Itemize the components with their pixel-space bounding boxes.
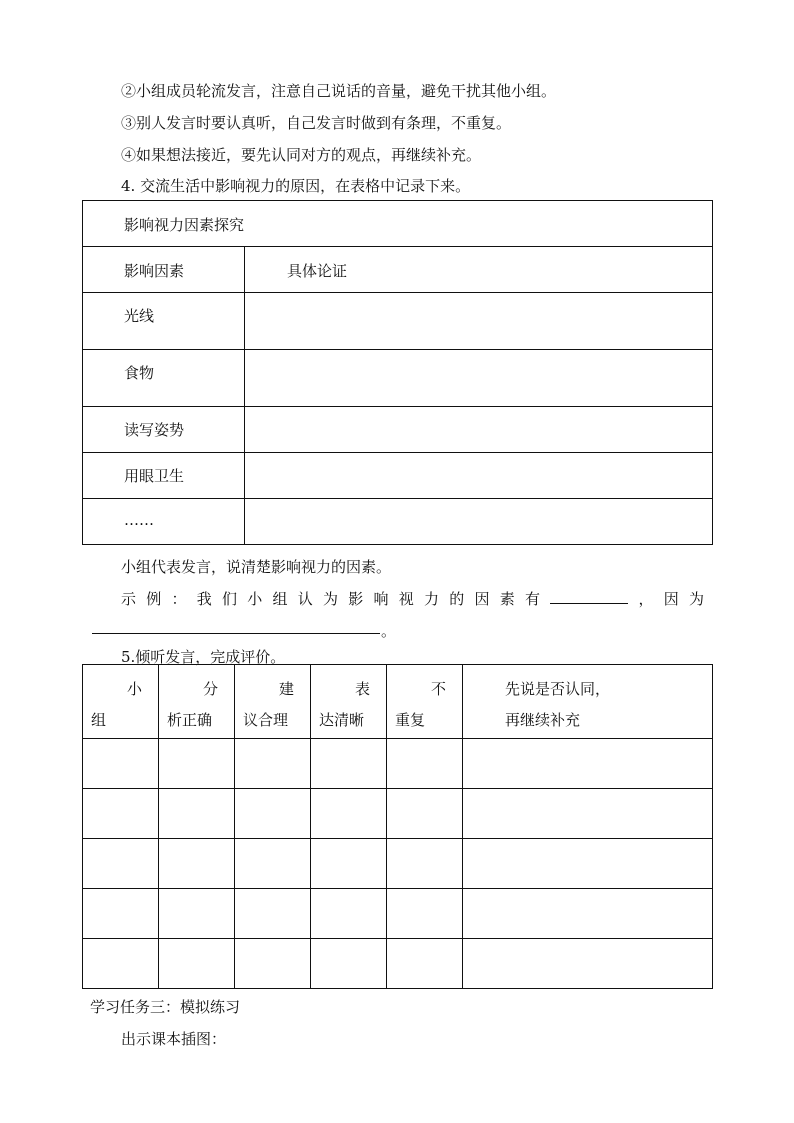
example-char: 例 <box>146 590 162 608</box>
input-cell[interactable] <box>235 939 311 989</box>
header-top: 表 <box>354 680 370 698</box>
example-char: 示 <box>121 590 137 608</box>
input-cell[interactable] <box>159 789 235 839</box>
rule-4: ④如果想法接近，要先认同对方的观点，再继续补充。 <box>121 146 482 164</box>
evidence-input-cell[interactable] <box>245 350 713 407</box>
table-row <box>83 889 713 939</box>
header-bottom: 议合理 <box>243 711 289 729</box>
header-top: 先说是否认同， <box>505 680 611 698</box>
input-cell[interactable] <box>463 739 713 789</box>
show-illustration-text: 出示课本插图： <box>121 1030 227 1048</box>
input-cell[interactable] <box>311 739 387 789</box>
factor-cell <box>83 453 245 499</box>
input-cell[interactable] <box>159 889 235 939</box>
example-char: 我 <box>196 590 212 608</box>
factor-label: …… <box>124 511 154 529</box>
input-cell[interactable] <box>463 839 713 889</box>
example-char: 为 <box>688 590 704 608</box>
rule-2: ②小组成员轮流发言，注意自己说话的音量，避免干扰其他小组。 <box>121 82 557 100</box>
header-bottom: 再继续补充 <box>505 711 581 729</box>
evaluation-table <box>82 664 713 989</box>
factor-label: 用眼卫生 <box>124 467 185 485</box>
group-speaker-instruction: 小组代表发言，说清楚影响视力的因素。 <box>121 558 392 576</box>
header-cell-evidence <box>245 247 713 293</box>
example-char: 认 <box>297 590 313 608</box>
header-cell <box>387 665 463 739</box>
input-cell[interactable] <box>159 739 235 789</box>
example-sentence <box>121 588 704 609</box>
rule-3: ③别人发言时要认真听，自己发言时做到有条理，不重复。 <box>121 114 512 132</box>
header-top: 分 <box>202 680 218 698</box>
input-cell[interactable] <box>387 739 463 789</box>
evidence-input-cell[interactable] <box>245 293 713 350</box>
header-bottom: 析正确 <box>167 711 213 729</box>
input-cell[interactable] <box>83 839 159 889</box>
header-bottom: 达清晰 <box>319 711 365 729</box>
header-top: 不 <box>430 680 446 698</box>
input-cell[interactable] <box>235 739 311 789</box>
factor-cell <box>83 350 245 407</box>
header-bottom: 组 <box>91 711 107 729</box>
task-3-heading: 学习任务三：模拟练习 <box>90 998 241 1016</box>
example-char: 组 <box>272 590 288 608</box>
input-cell[interactable] <box>311 889 387 939</box>
item-4-heading: 4. 交流生活中影响视力的原因，在表格中记录下来。 <box>121 177 471 195</box>
table-row <box>83 839 713 889</box>
factor-label: 食物 <box>124 364 155 382</box>
input-cell[interactable] <box>83 889 159 939</box>
table-row <box>83 789 713 839</box>
input-cell[interactable] <box>83 789 159 839</box>
input-cell[interactable] <box>463 789 713 839</box>
input-cell[interactable] <box>311 839 387 889</box>
table-row <box>83 739 713 789</box>
example-end-mark: 。 <box>381 622 397 640</box>
header-cell <box>83 665 159 739</box>
header-top: 小 <box>126 680 142 698</box>
factor-cell <box>83 499 245 545</box>
header-cell <box>311 665 387 739</box>
input-cell[interactable] <box>387 939 463 989</box>
input-cell[interactable] <box>83 939 159 989</box>
example-char: 小 <box>247 590 263 608</box>
table-row <box>83 939 713 989</box>
evidence-input-cell[interactable] <box>245 407 713 453</box>
factor-cell <box>83 407 245 453</box>
table-title-cell <box>83 201 713 247</box>
header-top: 建 <box>278 680 294 698</box>
example-char: 因 <box>474 590 490 608</box>
input-cell[interactable] <box>311 939 387 989</box>
factor-cell <box>83 293 245 350</box>
input-cell[interactable] <box>387 889 463 939</box>
example-char: 为 <box>323 590 339 608</box>
factor-label: 光线 <box>124 307 155 325</box>
evidence-input-cell[interactable] <box>245 453 713 499</box>
header-cell <box>463 665 713 739</box>
input-cell[interactable] <box>235 889 311 939</box>
header-bottom: 重复 <box>395 711 426 729</box>
input-cell[interactable] <box>159 839 235 889</box>
input-cell[interactable] <box>311 789 387 839</box>
fill-in-blank-reason[interactable] <box>92 619 380 634</box>
header-evidence: 具体论证 <box>287 262 348 280</box>
factor-label: 读写姿势 <box>124 421 185 439</box>
example-char: 响 <box>373 590 389 608</box>
input-cell[interactable] <box>463 939 713 989</box>
example-char: 的 <box>449 590 465 608</box>
header-factor: 影响因素 <box>124 262 185 280</box>
input-cell[interactable] <box>159 939 235 989</box>
example-char: 因 <box>663 590 679 608</box>
example-char: 素 <box>499 590 515 608</box>
evidence-input-cell[interactable] <box>245 499 713 545</box>
example-char: 们 <box>222 590 238 608</box>
vision-factors-table <box>82 200 713 545</box>
table-title: 影响视力因素探究 <box>124 216 245 234</box>
input-cell[interactable] <box>235 839 311 889</box>
header-cell-factor <box>83 247 245 293</box>
item-5-heading: 5.倾听发言，完成评价。 <box>121 648 286 666</box>
example-char: 力 <box>424 590 440 608</box>
input-cell[interactable] <box>387 839 463 889</box>
input-cell[interactable] <box>235 789 311 839</box>
header-cell <box>235 665 311 739</box>
header-cell <box>159 665 235 739</box>
fill-in-blank-factors[interactable] <box>550 589 628 604</box>
input-cell[interactable] <box>387 789 463 839</box>
example-char: 有 <box>525 590 541 608</box>
example-comma: ， <box>638 590 654 608</box>
input-cell[interactable] <box>463 889 713 939</box>
example-char: 影 <box>348 590 364 608</box>
example-char: 视 <box>398 590 414 608</box>
input-cell[interactable] <box>83 739 159 789</box>
example-char: ： <box>171 590 187 608</box>
